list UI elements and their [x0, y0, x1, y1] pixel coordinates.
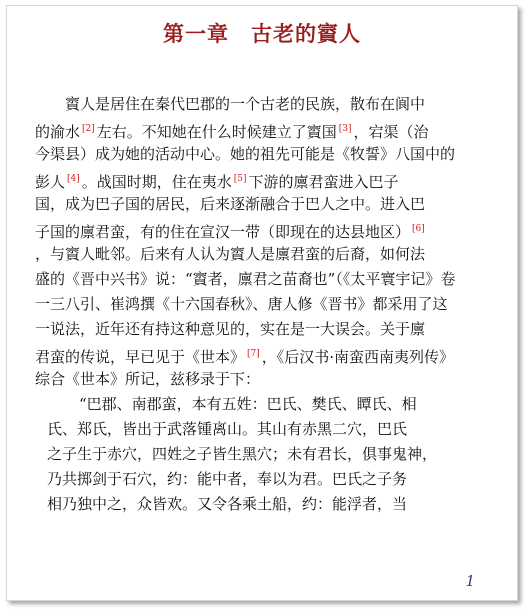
text-line: [35, 217, 497, 242]
text-line: [35, 392, 497, 417]
text-segment: ，宕渠（治: [353, 123, 429, 141]
text-segment: 一说法，近年还有持这种意见的，实在是一大误会。关于廪: [35, 320, 426, 338]
text-line: [35, 492, 497, 517]
chapter-title: 第一章 古老的賨人: [163, 22, 361, 46]
chapter-body: [35, 92, 497, 517]
text-line: [35, 467, 497, 492]
text-line: [35, 192, 497, 217]
text-segment: 。战国时期，住在夷水: [81, 173, 232, 191]
text-line: [35, 317, 497, 342]
text-line: [35, 142, 497, 167]
text-line: [35, 117, 497, 142]
text-line: [35, 267, 497, 292]
text-line: [35, 442, 497, 467]
text-line: [35, 167, 497, 192]
text-segment: 彭人: [35, 173, 66, 191]
text-segment: 盛的《晋中兴书》说：“賨者，廪君之苗裔也”（《太平寰宇记》卷: [35, 270, 456, 288]
quotation-block: [35, 392, 497, 517]
text-segment: 相乃独中之，众皆欢。又令各乘土船，约：能浮者，当: [47, 495, 408, 513]
text-line: [35, 292, 497, 317]
text-segment: 综合《世本》所记，兹移录于下：: [35, 370, 261, 388]
text-segment: 左右。不知她在什么时候建立了賨国: [96, 123, 337, 141]
text-segment: 子国的廪君蛮，有的住在宣汉一带（即现在的达县地区）: [35, 223, 411, 241]
footnote-marker[interactable]: [4]: [67, 174, 80, 184]
text-segment: 一三八引、崔鸿撰《十六国春秋》、唐人修《晋书》都采用了这: [35, 295, 448, 313]
text-line: [35, 367, 497, 392]
text-segment: 賨人是居住在秦代巴郡的一个古老的民族，散布在阆中: [65, 95, 426, 113]
text-segment: 乃共掷剑于石穴，约：能中者，奉以为君。巴氏之子务: [47, 470, 408, 488]
footnote-marker[interactable]: [3]: [338, 124, 352, 134]
text-segment: 氏、郑氏，皆出于武落锺离山。其山有赤黑二穴，巴氏: [47, 420, 408, 438]
text-line: [35, 92, 497, 117]
text-line: [35, 342, 497, 367]
text-segment: 之子生于赤穴，四姓之子皆生黑穴；未有君长，俱事鬼神，: [47, 445, 438, 463]
footnote-marker[interactable]: [7]: [247, 349, 260, 359]
text-segment: 君蛮的传说，早已见于《世本》: [35, 348, 246, 366]
text-segment: “巴郡、南郡蛮，本有五姓：巴氏、樊氏、瞫氏、相: [79, 395, 417, 413]
text-segment: ，《后汉书·南蛮西南夷列传》: [261, 348, 455, 366]
paragraph-1: [35, 92, 497, 392]
footnote-marker[interactable]: [6]: [412, 224, 425, 234]
text-segment: 的渝水: [35, 123, 81, 141]
text-segment: 下游的廪君蛮进入巴子: [248, 173, 399, 191]
text-segment: 国，成为巴子国的居民，后来逐渐融合于巴人之中。进入巴: [35, 195, 426, 213]
text-line: [35, 242, 497, 267]
footnote-marker[interactable]: [5]: [233, 174, 247, 184]
text-line: [35, 417, 497, 442]
document-page: [6, 5, 518, 601]
text-segment: 今渠县）成为她的活动中心。她的祖先可能是《牧誓》八国中的: [35, 145, 456, 163]
page-number: 1: [465, 572, 475, 590]
text-segment: ，与賨人毗邻。后来有人认为賨人是廪君蛮的后裔，如何法: [35, 245, 426, 263]
footnote-marker[interactable]: [2]: [82, 124, 95, 134]
